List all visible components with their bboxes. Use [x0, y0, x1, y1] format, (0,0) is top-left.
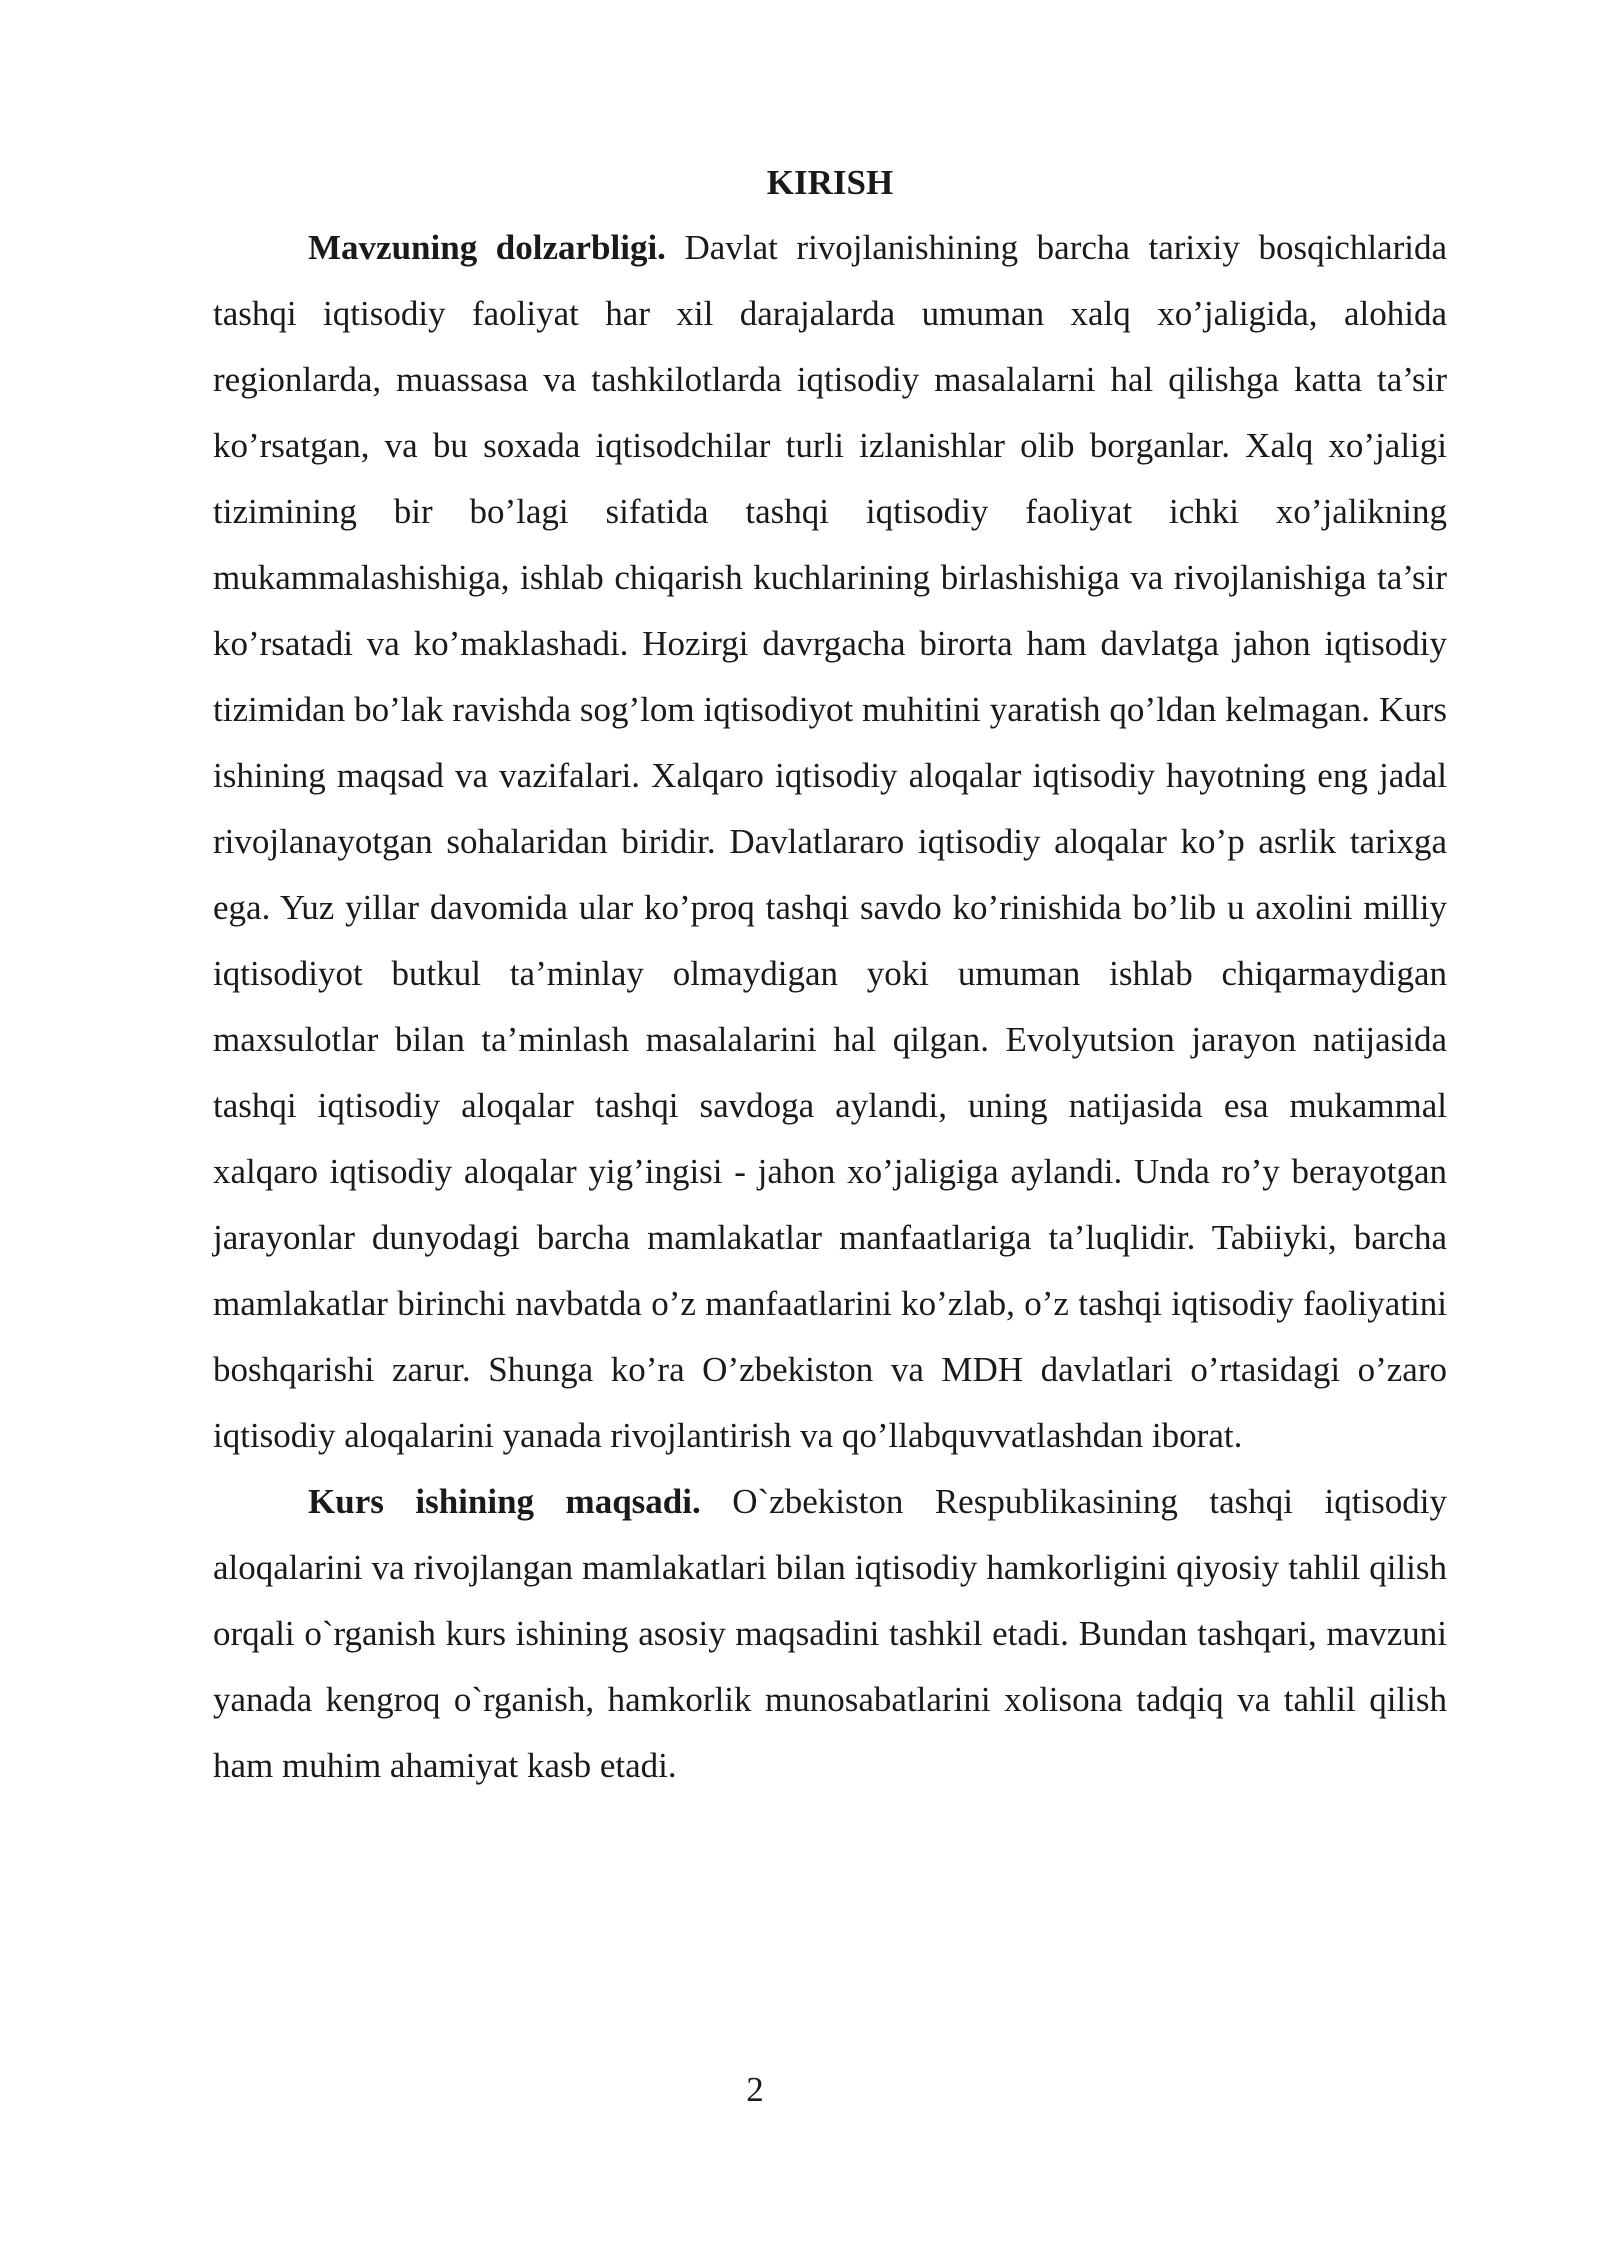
page-number: 2 — [746, 2070, 764, 2109]
paragraph-text: Davlat rivojlanishining barcha tarixiy bosqichlarida tashqi iqtisodiy faoliyat har xil darajalarda umuman xalq xo’jaligida, alohida regionlarda, muassasa va tashkilotlarda iqtisodiy masalalarni hal qilishga katta ta’sir ko’rsatgan, va bu soxada iqtisodchilar turli izlanishlar olib borganlar. Xalq xo’jaligi tizimining bir bo’lagi sifatida tashqi iqtisodiy faoliyat ichki xo’jalikning mukammalashishiga, ishlab chiqarish kuchlarining birlashishiga va rivojlanishiga ta’sir ko’rsatadi va ko’maklashadi. Hozirgi davrgacha birorta ham davlatga jahon iqtisodiy tizimidan bo’lak ravishda sog’lom iqtisodiyot muhitini yaratish qo’ldan kelmagan. Kurs ishining maqsad va vazifalari. Xalqaro iqtisodiy aloqalar iqtisodiy hayotning eng jadal rivojlanayotgan sohalaridan biridir. Davlatlararo iqtisodiy aloqalar ko’p asrlik tarixga ega. Yuz yillar davomida ular ko’proq tashqi savdo ko’rinishida bo’lib u axolini milliy iqtisodiyot butkul ta’minlay olmaydigan yoki umuman ishlab chiqarmaydigan maxsulotlar bilan ta’minlash masalalarini hal qilgan. Evolyutsion jarayon natijasida tashqi iqtisodiy aloqalar tashqi savdoga aylandi, uning natijasida esa mukammal xalqaro iqtisodiy aloqalar yig’ingisi - jahon xo’jaligiga aylandi. Unda ro’y berayotgan jarayonlar dunyodagi barcha mamlakatlar manfaatlariga ta’luqlidir. Tabiiyki, barcha mamlakatlar birinchi navbatda o’z manfaatlarini ko’zlab, o’z tashqi iqtisodiy faoliyatini boshqarishi zarur. Shunga ko’ra O’zbekiston va MDH davlatlari o’rtasidagi o’zaro iqtisodiy aloqalarini yanada rivojlantirish va qo’llabquvvatlashdan iborat. — [213, 228, 1448, 1455]
paragraph-heading: Kurs ishining maqsadi. — [308, 1482, 701, 1521]
paragraph-goal — [213, 1469, 1447, 1799]
paragraph-heading: Mavzuning dolzarbligi. — [308, 228, 666, 267]
paragraph-relevance — [213, 215, 1447, 1469]
page-title: KIRISH — [766, 163, 894, 202]
page-content — [213, 163, 1447, 1799]
paragraph-text: O`zbekiston Respublikasining tashqi iqtisodiy aloqalarini va rivojlangan mamlakatlari bilan iqtisodiy hamkorligini qiyosiy tahlil qilish orqali o`rganish kurs ishining asosiy maqsadini tashkil etadi. Bundan tashqari, mavzuni yanada kengroq o`rganish, hamkorlik munosabatlarini xolisona tadqiq va tahlil qilish ham muhim ahamiyat kasb etadi. — [213, 1482, 1448, 1785]
